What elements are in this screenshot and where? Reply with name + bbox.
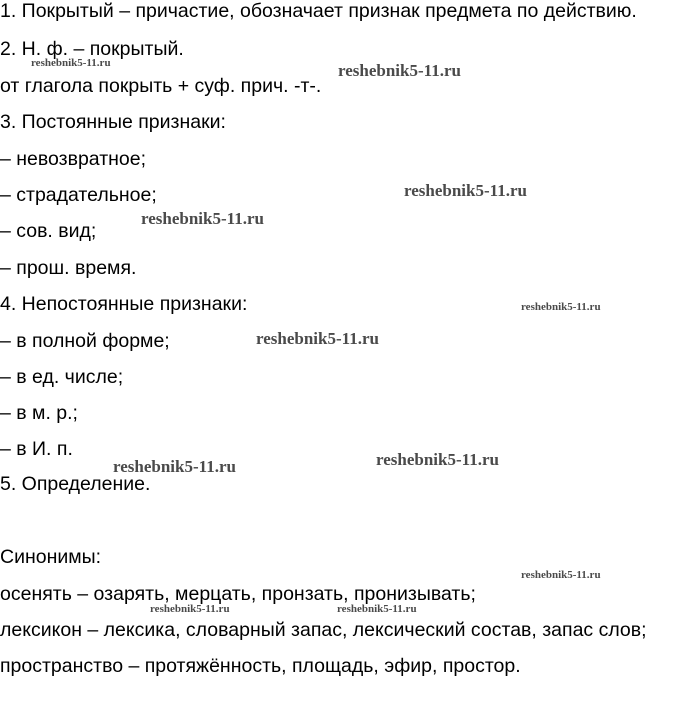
text-line-2: 2. Н. ф. – покрытый. [0, 38, 184, 60]
watermark: reshebnik5-11.ru [337, 603, 417, 615]
text-line-11: – в ед. числе; [0, 366, 124, 388]
text-line-14: 5. Определение. [0, 473, 151, 495]
watermark: reshebnik5-11.ru [150, 603, 230, 615]
text-line-16: осенять – озарять, мерцать, пронзать, пронизывать; [0, 583, 476, 605]
text-line-5: – невозвратное; [0, 148, 147, 170]
text-line-17: лексикон – лексика, словарный запас, лексический состав, запас слов; [0, 619, 647, 641]
text-line-10: – в полной форме; [0, 330, 170, 352]
text-line-6: – страдательное; [0, 184, 157, 206]
watermark: reshebnik5-11.ru [404, 181, 527, 200]
text-line-12: – в м. р.; [0, 402, 78, 424]
watermark: reshebnik5-11.ru [31, 57, 111, 69]
text-line-1: 1. Покрытый – причастие, обозначает признак предмета по действию. [0, 0, 637, 22]
text-line-15: Синонимы: [0, 546, 102, 568]
text-line-9: 4. Непостоянные признаки: [0, 293, 248, 315]
text-line-18: пространство – протяжённость, площадь, эфир, простор. [0, 655, 521, 677]
text-line-4: 3. Постоянные признаки: [0, 111, 226, 133]
text-line-8: – прош. время. [0, 257, 137, 279]
text-line-3: от глагола покрыть + суф. прич. -т-. [0, 75, 322, 97]
watermark: reshebnik5-11.ru [521, 301, 601, 313]
watermark: reshebnik5-11.ru [141, 209, 264, 228]
watermark: reshebnik5-11.ru [113, 457, 236, 476]
text-line-13: – в И. п. [0, 438, 73, 460]
watermark: reshebnik5-11.ru [521, 569, 601, 581]
watermark: reshebnik5-11.ru [256, 329, 379, 348]
watermark: reshebnik5-11.ru [338, 61, 461, 80]
watermark: reshebnik5-11.ru [376, 450, 499, 469]
text-line-7: – сов. вид; [0, 220, 97, 242]
